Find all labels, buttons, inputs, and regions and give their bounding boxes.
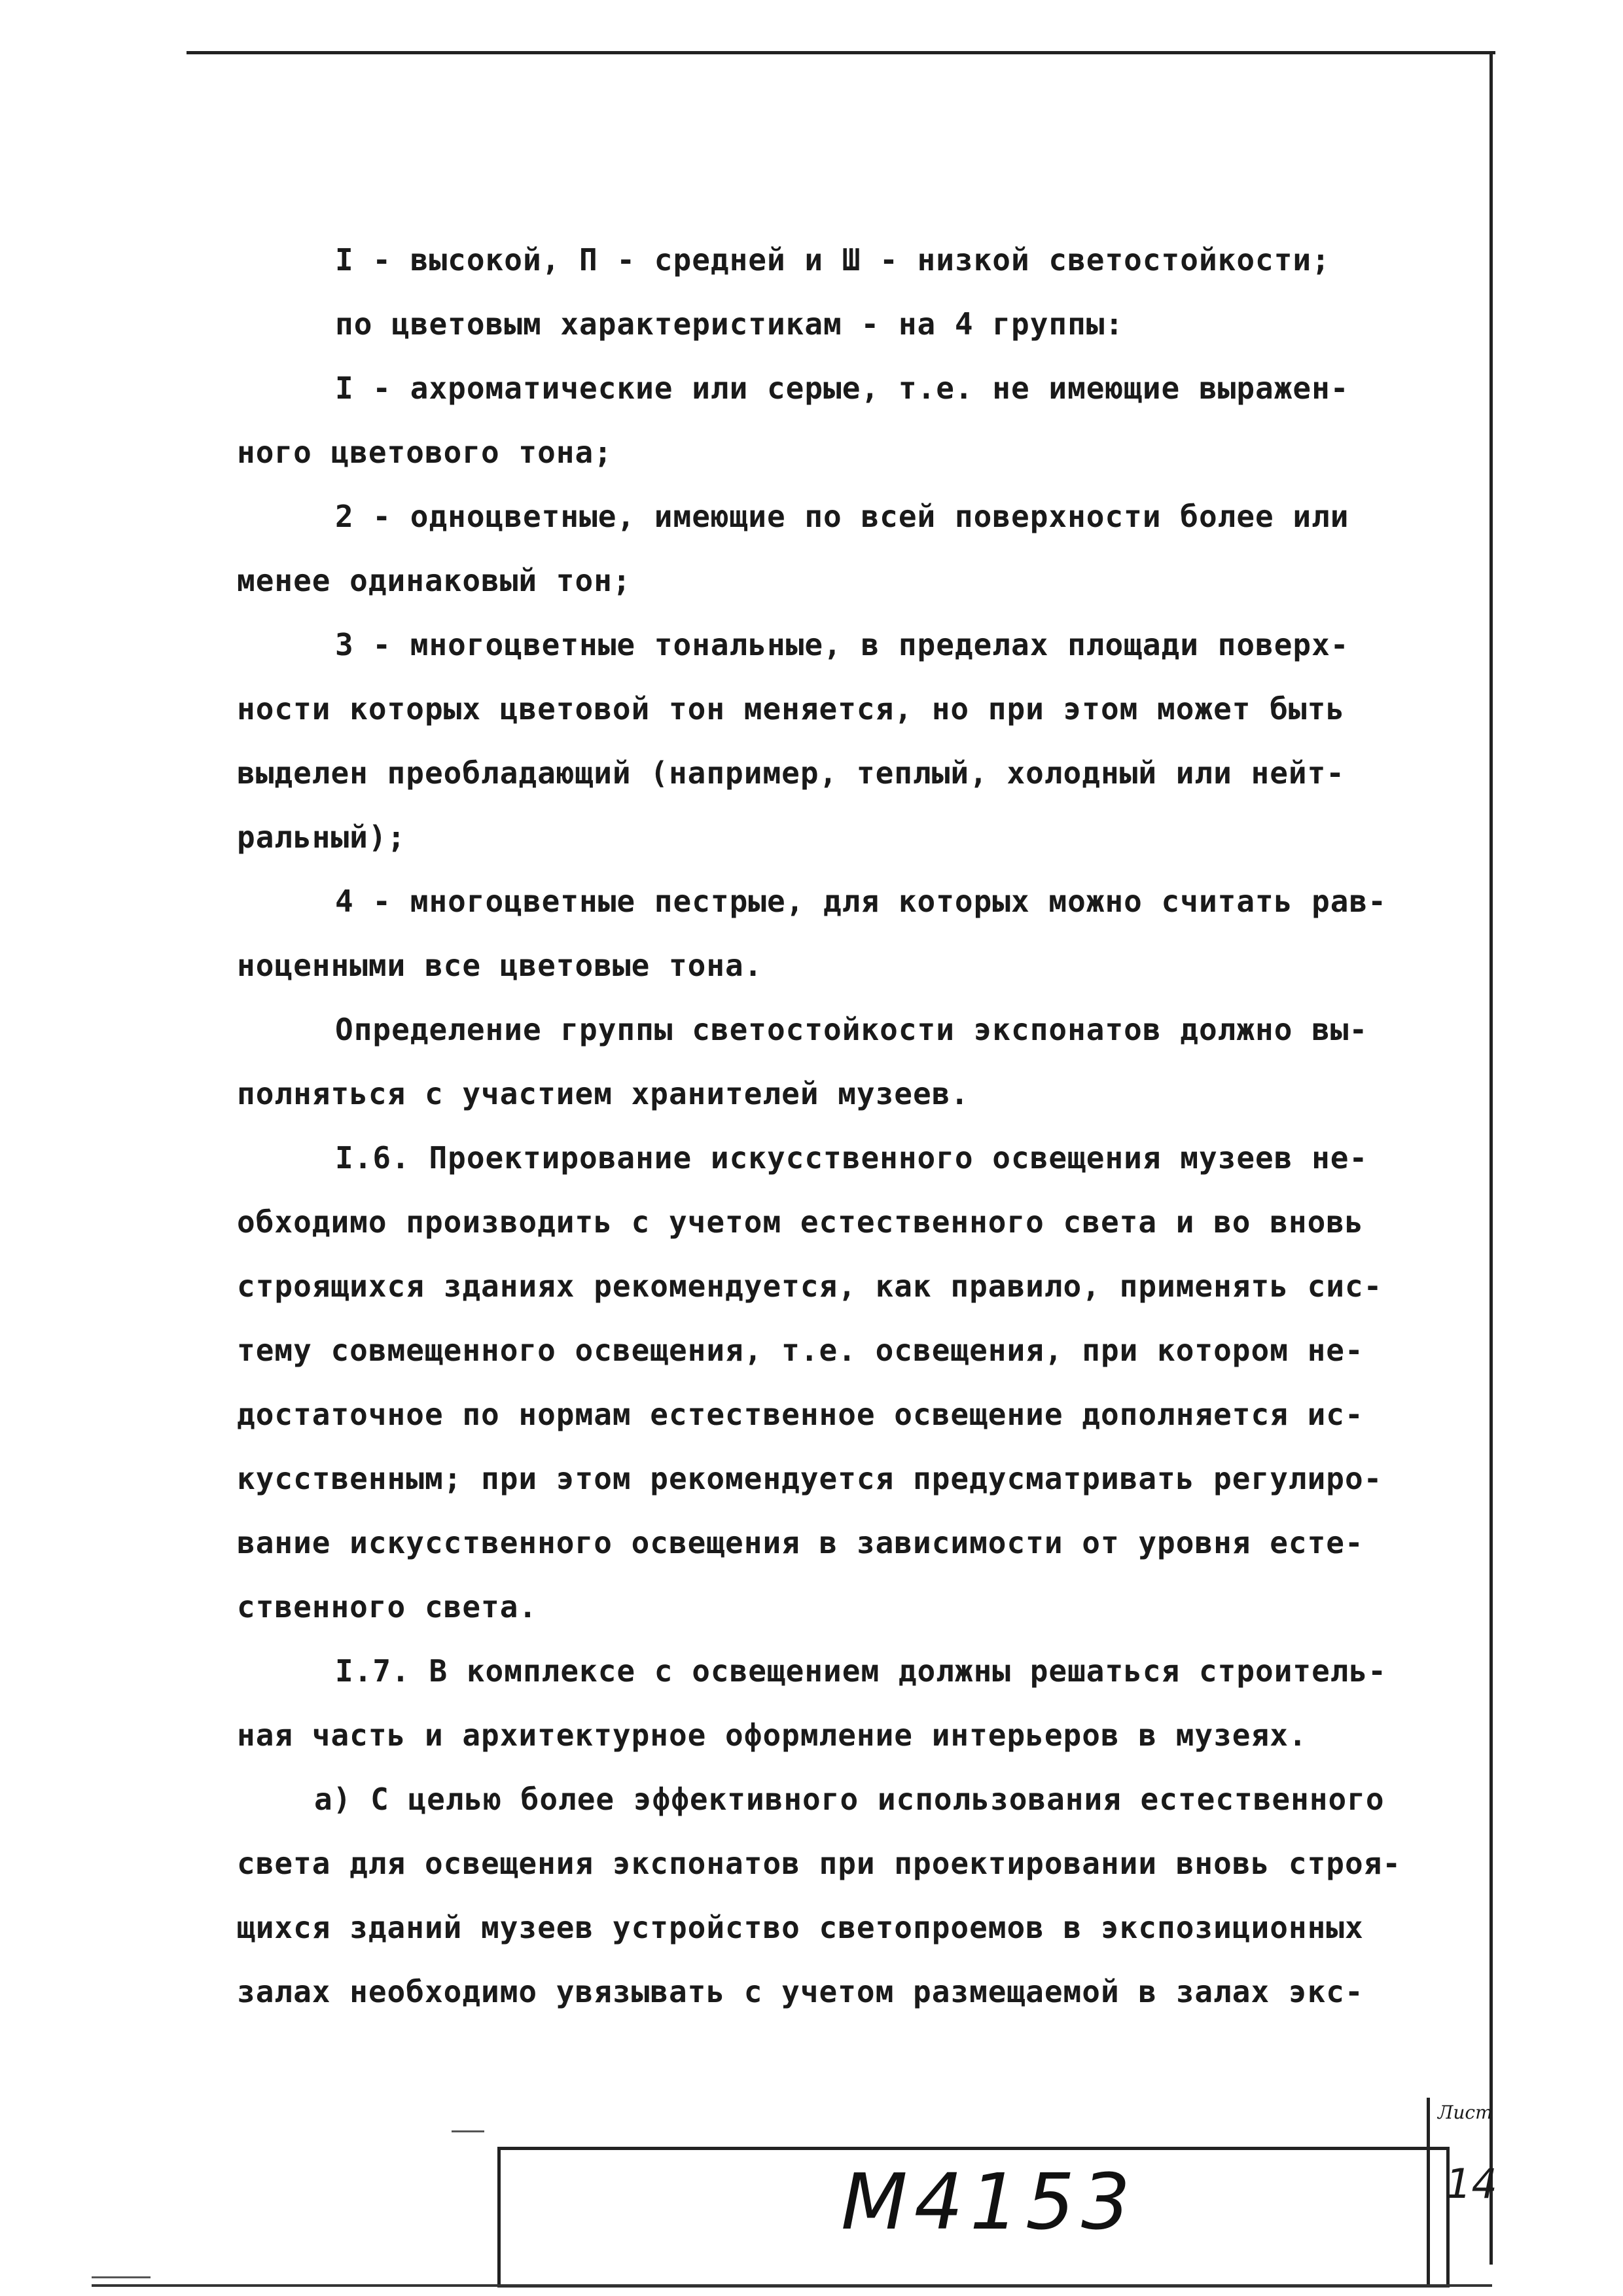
text-line: I.7. В комплексе с освещением должны решаться строитель- xyxy=(335,1653,1387,1689)
footer-stamp-frame xyxy=(497,2147,1450,2287)
text-line: по цветовым характеристикам - на 4 группы: xyxy=(335,306,1124,342)
text-line: 4 - многоцветные пестрые, для которых можно считать рав- xyxy=(335,884,1387,919)
text-line: залах необходимо увязывать с учетом размещаемой в залах экс- xyxy=(237,1974,1364,2009)
text-line: достаточное по нормам естественное освещение дополняется ис- xyxy=(237,1397,1364,1432)
document-code: М4153 xyxy=(841,2157,1137,2247)
text-line: полняться с участием хранителей музеев. xyxy=(237,1076,970,1111)
text-line: I - высокой, П - средней и Ш - низкой светостойкости; xyxy=(335,242,1330,278)
text-line: 2 - одноцветные, имеющие по всей поверхности более или xyxy=(335,499,1349,534)
document-body xyxy=(237,228,1474,2024)
sheet-number: 14 xyxy=(1446,2160,1497,2208)
text-line: обходимо производить с учетом естественного света и во вновь xyxy=(237,1204,1364,1240)
text-line: выделен преобладающий (например, теплый, холодный или нейт- xyxy=(237,755,1345,791)
text-line: вание искусственного освещения в зависимости от уровня есте- xyxy=(237,1525,1364,1560)
text-line: Определение группы светостойкости экспонатов должно вы- xyxy=(335,1012,1368,1047)
text-line: света для освещения экспонатов при проектировании вновь строя- xyxy=(237,1846,1402,1881)
text-line: I - ахроматические или серые, т.е. не имеющие выражен- xyxy=(335,370,1349,406)
text-line: ного цветового тона; xyxy=(237,435,613,470)
top-border-rule xyxy=(187,51,1495,54)
text-line: щихся зданий музеев устройство светопроемов в экспозиционных xyxy=(237,1910,1364,1945)
text-line: ная часть и архитектурное оформление интерьеров в музеях. xyxy=(237,1717,1308,1753)
scan-artifact-mark xyxy=(92,2276,151,2278)
text-line: менее одинаковый тон; xyxy=(237,563,632,598)
right-border-rule xyxy=(1489,52,1493,2265)
text-line: ности которых цветовой тон меняется, но при этом может быть xyxy=(237,691,1345,726)
scan-artifact-mark xyxy=(452,2130,484,2132)
text-line: 3 - многоцветные тональные, в пределах площади поверх- xyxy=(335,627,1349,662)
text-line: I.6. Проектирование искусственного освещения музеев не- xyxy=(335,1140,1368,1175)
text-line: тему совмещенного освещения, т.е. освещения, при котором не- xyxy=(237,1333,1364,1368)
sheet-number-box xyxy=(1427,2098,1497,2287)
text-line: кусственным; при этом рекомендуется предусматривать регулиро- xyxy=(237,1461,1383,1496)
text-line: ральный); xyxy=(237,819,406,855)
text-line: строящихся зданиях рекомендуется, как правило, применять сис- xyxy=(237,1268,1383,1304)
bottom-border-rule xyxy=(92,2284,1492,2287)
text-line: ственного света. xyxy=(237,1589,538,1624)
text-line: а) С целью более эффективного использования естественного xyxy=(314,1782,1385,1817)
sheet-label: Лист xyxy=(1438,2102,1493,2123)
text-line: ноценными все цветовые тона. xyxy=(237,948,763,983)
